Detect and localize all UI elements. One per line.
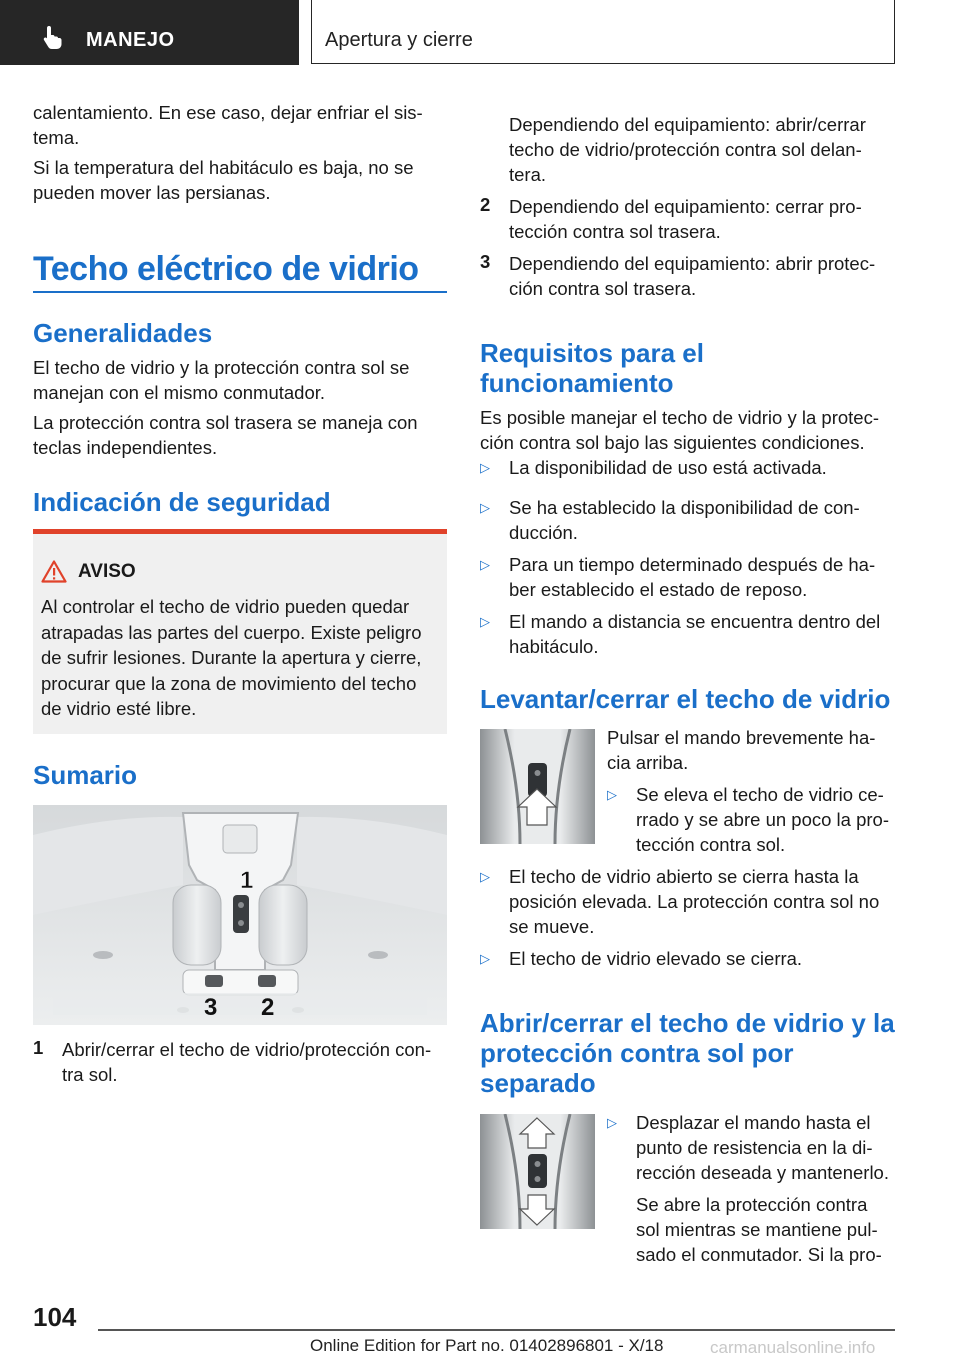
intro-line: Si la temperatura del habitáculo es baja, no se [33,157,414,178]
legend-line: tra sol. [62,1064,118,1085]
list-item-text: punto de resistencia en la di- [636,1137,873,1158]
list-item [480,864,900,939]
intro-line: pueden mover las persianas. [33,182,271,203]
list-item-text: ducción. [509,522,578,543]
page-title: Techo eléctrico de vidrio [33,250,419,288]
requirements-line: ción contra sol bajo las siguientes condiciones. [480,432,865,453]
bullet-triangle-icon: ▷ [607,1115,617,1130]
bullet-triangle-icon: ▷ [607,787,617,802]
legend-number: 2 [480,194,491,215]
list-item-text: ber establecido el estado de reposo. [509,579,808,600]
section-tab-label: MANEJO [86,29,175,51]
list-item-text: Se eleva el techo de vidrio ce- [636,784,884,805]
raise-heading: Levantar/cerrar el techo de vidrio [480,684,891,714]
warning-text [41,594,441,722]
legend-line: ción contra sol trasera. [509,278,697,299]
legend-line: Abrir/cerrar el techo de vidrio/protección con- [62,1039,432,1060]
requirements-line: Es posible manejar el techo de vidrio y la protec- [480,407,879,428]
figure-label-1: 1 [240,867,254,894]
list-item-text: Para un tiempo determinado después de ha- [509,554,876,575]
list-item-text: rrado y se abre un poco la pro- [636,809,889,830]
switch-up-down-image [480,1114,595,1229]
list-item [607,1110,907,1185]
footer-rule [98,1329,895,1331]
bullet-triangle-icon: ▷ [480,500,490,515]
warning-line: Al controlar el techo de vidrio pueden quedar [41,596,410,617]
general-text [33,355,453,460]
chapter-title: Apertura y cierre [325,29,473,51]
list-item-text: posición elevada. La protección contra sol no [509,891,880,912]
list-item-text: habitáculo. [509,636,599,657]
warning-line: atrapadas las partes del cuerpo. Existe peligro [41,621,422,643]
bullet-triangle-icon: ▷ [480,951,490,966]
roof-control-overview-image [33,805,447,1025]
separate-heading [480,1008,910,1098]
list-item-text: Desplazar el mando hasta el [636,1112,871,1133]
list-item-text: Se ha establecido la disponibilidad de con- [509,497,860,518]
intro-text [33,100,453,205]
legend-line: techo de vidrio/protección contra sol delan- [509,139,862,160]
separate-heading-line: protección contra sol por [480,1038,794,1068]
summary-heading: Sumario [33,760,138,790]
general-line: manejan con el mismo conmutador. [33,382,326,403]
warning-line: procurar que la zona de movimiento del techo [41,672,417,694]
list-item [480,946,900,971]
list-item-text: El techo de vidrio elevado se cierra. [509,948,803,969]
legend-item-1 [33,1037,453,1087]
section-tab [0,0,299,65]
watermark-text: carmanualsonline.info [710,1338,876,1357]
general-line: teclas independientes. [33,437,218,458]
requirements-heading-line: Requisitos para el [480,338,704,368]
list-item [607,782,907,857]
switch-up-image [480,729,595,844]
list-item-text: tección contra sol. [636,834,786,855]
raise-line: Pulsar el mando brevemente ha- [607,727,876,748]
separate-line: Se abre la protección contra [636,1194,868,1215]
warning-box [33,529,447,734]
warning-triangle-icon [41,560,67,583]
general-line: La protección contra sol trasera se maneja con [33,412,418,433]
intro-line: tema. [33,127,80,148]
legend-line: Dependiendo del equipamiento: abrir/cerrar [509,114,866,135]
list-item [480,495,900,545]
general-heading: Generalidades [33,318,213,348]
legend-line: Dependiendo del equipamiento: abrir protec- [509,253,876,274]
warning-title: AVISO [78,561,136,582]
legend-continuation [509,112,899,187]
legend-line: tección contra sol trasera. [509,221,721,242]
list-item [480,609,900,659]
bullet-triangle-icon: ▷ [480,460,490,475]
warning-line: de sufrir lesiones. Durante la apertura y cierre, [41,647,422,668]
list-item [480,552,900,602]
title-rule [33,291,447,293]
separate-line: sol mientras se mantiene pul- [636,1219,878,1240]
separate-text [636,1192,906,1267]
legend-number: 3 [480,251,491,272]
raise-line: cia arriba. [607,752,689,773]
chapter-title-box [311,0,895,64]
warning-line: de vidrio esté libre. [41,698,197,719]
raise-text [607,725,907,775]
list-item-text: se mueve. [509,916,595,937]
separate-heading-line: separado [480,1068,596,1098]
list-item-text: La disponibilidad de uso está activada. [509,457,827,478]
figure-label-3: 3 [204,994,218,1021]
legend-line: Dependiendo del equipamiento: cerrar pro- [509,196,862,217]
requirements-text [480,405,900,455]
page-number: 104 [33,1302,77,1332]
figure-label-2: 2 [261,994,275,1021]
legend-item-2 [480,194,900,244]
general-line: El techo de vidrio y la protección contra sol se [33,357,410,378]
requirements-heading [480,338,900,398]
bullet-triangle-icon: ▷ [480,614,490,629]
list-item [480,455,900,480]
legend-line: tera. [509,164,547,185]
safety-heading: Indicación de seguridad [33,487,331,517]
list-item-text: El mando a distancia se encuentra dentro del [509,611,881,632]
legend-number: 1 [33,1037,44,1058]
separate-heading-line: Abrir/cerrar el techo de vidrio y la [480,1008,895,1038]
separate-line: sado el conmutador. Si la pro- [636,1244,882,1265]
bullet-triangle-icon: ▷ [480,869,490,884]
legend-item-3 [480,251,900,301]
intro-line: calentamiento. En ese caso, dejar enfriar el sis- [33,102,423,123]
edition-text: Online Edition for Part no. 01402896801 - X/18 [310,1336,664,1355]
bullet-triangle-icon: ▷ [480,557,490,572]
hand-pointer-icon [40,24,66,50]
list-item-text: rección deseada y mantenerlo. [636,1162,889,1183]
requirements-heading-line: funcionamiento [480,368,674,398]
list-item-text: El techo de vidrio abierto se cierra hasta la [509,866,859,887]
